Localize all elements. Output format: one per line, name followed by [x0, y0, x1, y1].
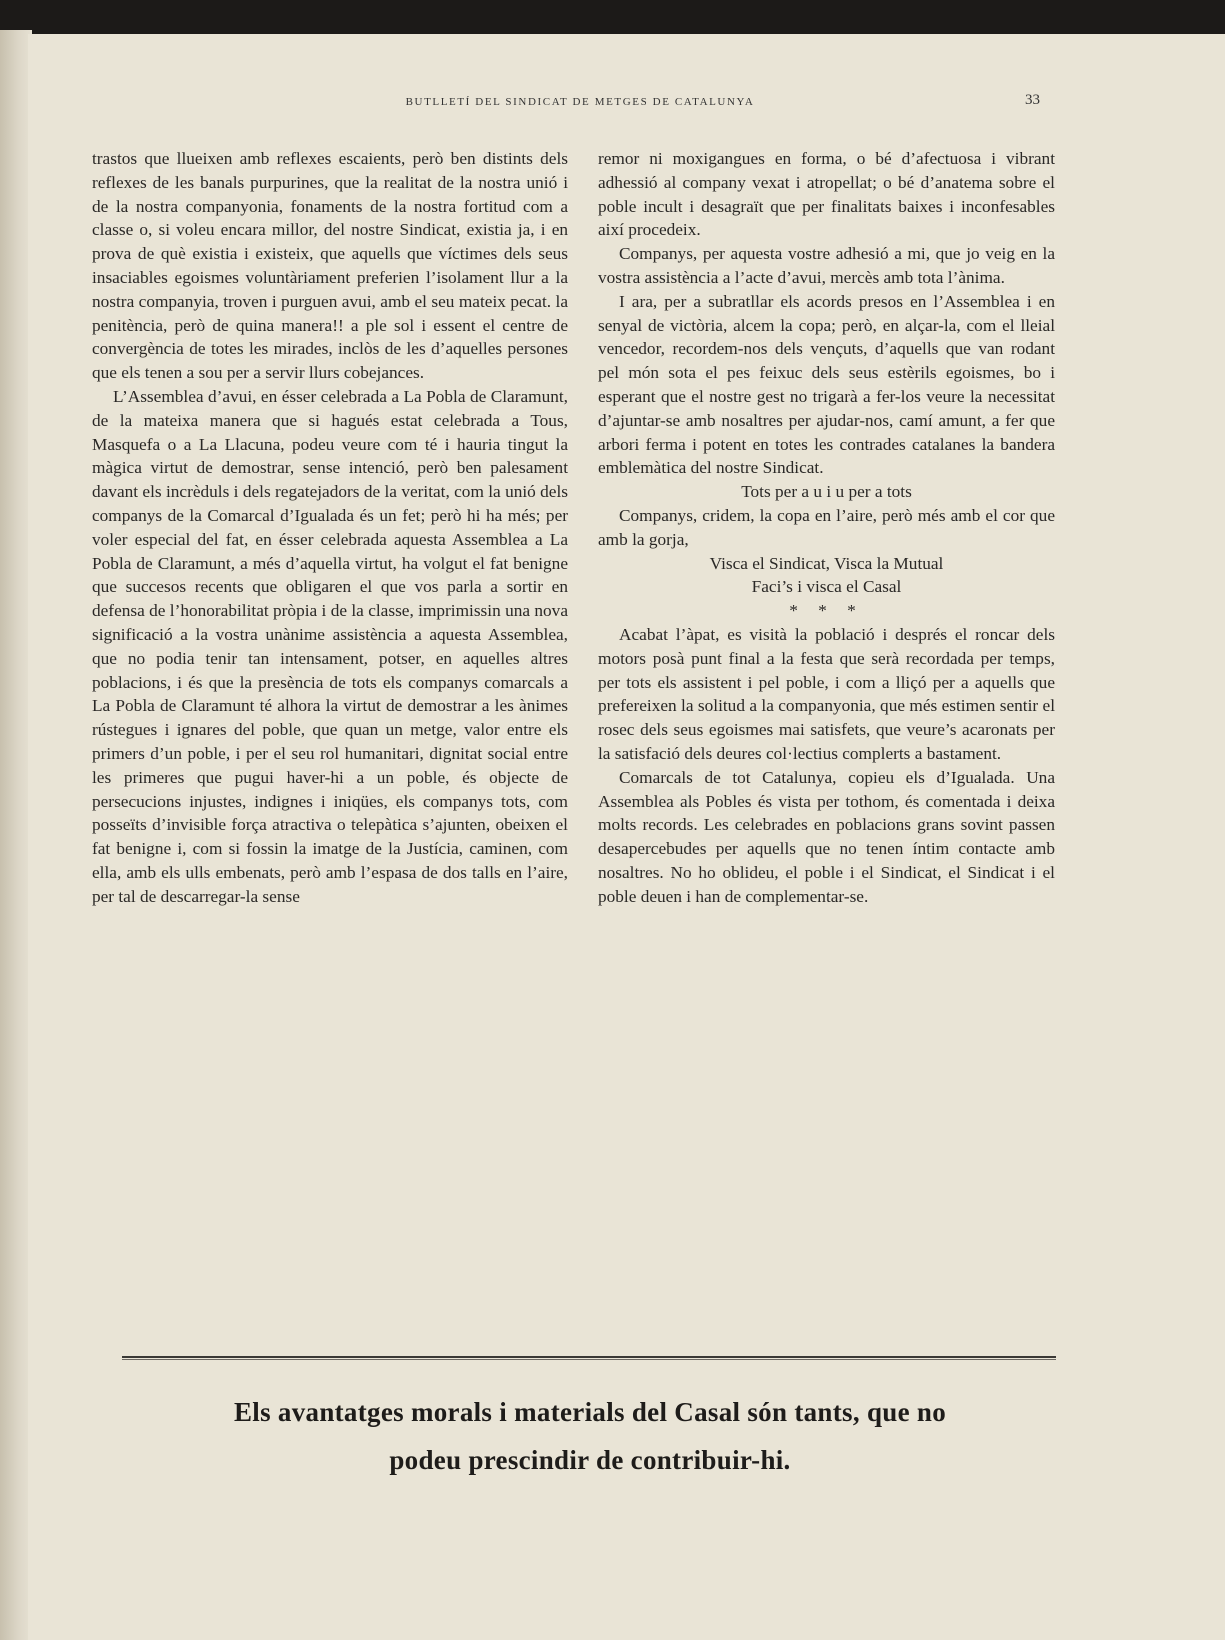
footer-notice [110, 1388, 1070, 1484]
right-column [598, 147, 1055, 909]
verse-line: Visca el Sindicat, Visca la Mutual [709, 553, 944, 573]
page-number: 33 [1025, 92, 1040, 108]
verse-line: Tots per a u i u per a tots [741, 482, 912, 502]
footer-notice-line: Els avantatges morals i materials del Casal són tants, que no [233, 1397, 947, 1427]
running-header: BUTLLETÍ DEL SINDICAT DE METGES DE CATALUNYA [405, 96, 755, 108]
verse-line: Companys, cridem, la copa en l’aire, però més amb el cor que amb la gorja, [598, 505, 1055, 549]
paragraph: Comarcals de tot Catalunya, copieu els d’Igualada. Una Assemblea als Pobles és vista per tothom, és comentada i deixa molts records. Les celebrades en poblacions grans sovint passen desapercebudes per aquells que no tenen íntim contacte amb nosaltres. No ho oblideu, el poble i el Sindicat, el Sindicat i el poble deuen i han de complementar-se. [598, 767, 1055, 906]
paragraph: L’Assemblea d’avui, en ésser celebrada a La Pobla de Claramunt, de la mateixa manera que si hagués estat celebrada a Tous, Masquefa o a La Llacuna, podeu veure com té i hauria tingut la màgica virtut de demostrar, sense intenció, però ben palesament davant els incrèduls i dels regatejadors de la veritat, com la unió dels companys de la Comarcal d’Igualada és un fet; però hi ha més; per voler especial del fat, en ésser celebrada aquesta Assemblea a La Pobla de Claramunt, a més d’aquella virtut, ha volgut el fat benigne que succesos recents que obligaren el que vos parla a sortir en defensa de l’honorabilitat pròpia i de la classe, imprimissin una nova significació a la vostra unànime assistència a aquesta Assemblea, que no podia tenir tan intensament, potser, en aquelles altres poblacions, i és que la presència de tots els companys comarcals a La Pobla de Claramunt té alhora la virtut de demostrar a les ànimes rústegues i ignares del poble, que quan un metge, valor entre els primers d’un poble, i per el seu rol humanitari, dignitat social entre les primeres que pugui haver-hi a un poble, és objecte de persecucions injustes, indignes i iniqües, els companys tots, com posseïts d’invisible força atractiva o telepàtica s’ajunten, obeixen el fat benigne i, com si fossin la imatge de la Justícia, caminen, com ella, amb els ulls embenats, però amb l’espasa de dos talls en l’aire, per tal de descarregar-la sense [92, 386, 568, 906]
left-column [92, 147, 568, 909]
horizontal-rule [122, 1356, 1056, 1360]
footer-notice-line: podeu prescindir de contribuir-hi. [389, 1445, 791, 1475]
section-separator: * * * [789, 601, 864, 621]
verse-line: Faci’s i visca el Casal [751, 577, 902, 597]
paragraph: Acabat l’àpat, es visità la població i després el roncar dels motors posà punt final a la festa que serà recordada per temps, per tots els assistent i pel poble, i com a lliçó per a aquells que prefereixen la solitud a la companyonia, que més estimen sentir el rosec dels seus egoismes mai satisfets, que veure’s acaronats per la satisfació dels deures col·lectius complerts a bastament. [598, 624, 1055, 763]
paragraph: Companys, per aquesta vostre adhesió a mi, que jo veig en la vostra assistència a l’acte d’avui, mercès amb tota l’ànima. [598, 244, 1055, 287]
paragraph: remor ni moxigangues en forma, o bé d’afectuosa i vibrant adhessió al company vexat i atropellat; o bé d’anatema sobre el poble incult i desagraït que per finalitats baixes i inconfesables així procedeix. [598, 149, 1055, 240]
paragraph: trastos que llueixen amb reflexes escaients, però ben distints dels reflexes de les banals purpurines, que la realitat de la nostra unió i de la nostra companyonia, fonaments de la nostra fortitud com a classe o, si voleu encara millor, del nostre Sindicat, existia ja, i en prova de què existia i existeix, que aquells que víctimes dels seus insaciables egoismes voluntàriament preferien l’isolament llur a la nostra companyia, troven i purguen avui, amb el seu mateix pecat. la penitència, però de quina manera!! a ple sol i essent el centre de convergència de totes les mirades, inclòs de les d’aquelles persones que els tenen a sou per a servir llurs cobejances. [92, 149, 568, 383]
paragraph: I ara, per a subratllar els acords presos en l’Assemblea i en senyal de victòria, alcem la copa; però, en alçar-la, com el lleial vencedor, recordem-nos dels vençuts, d’aquells que van rodant pel món sota el pes feixuc dels seus estèrils egoismes, bo i esperant que el nostre gest no trigarà a fer-los veure la necessitat d’ajuntar-se amb nosaltres per ajudar-nos, camí amunt, a fer que arbori ferma i potent en totes les contrades catalanes la bandera emblemàtica del nostre Sindicat. [598, 291, 1055, 478]
